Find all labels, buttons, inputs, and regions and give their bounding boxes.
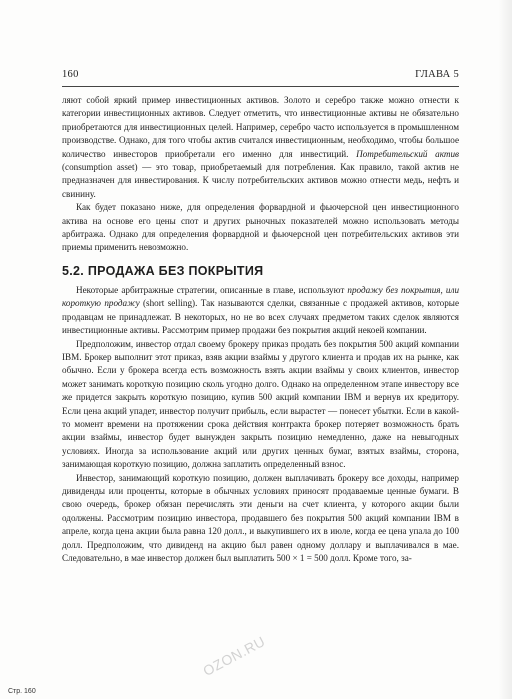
- header-rule: [62, 86, 459, 87]
- page-number: 160: [62, 69, 79, 80]
- page-edge-shadow: [498, 0, 512, 699]
- paragraph-4: Предположим, инвестор отдал своему брокеру приказ продать без покрытия 500 акций компании IBM. Брокер выполнит этот приказ, взяв акции взаймы у другого клиента и продав их на рынке, как обычно. Если у брокера всегда есть возможность взять акции взаймы у своих клиентов, инвестор может занимать короткую позицию сколь угодно долго. Однако на определенном этапе инвестору все же придется закрыть короткую позицию, купив 500 акций компании IBM и вернув их кредитору. Если цена акций упадет, инвестор получит прибыль, если вырастет — понесет убытки. Если в какой-то момент времени на протяжении срока действия контракта брокер потеряет возможность брать акции взаймы, инвестор будет вынужден закрыть позицию немедленно, даже на невыгодных условиях. Иногда за использование акций или других ценных бумаг, взятых взаймы, сторона, занимающая короткую позицию, должна заплатить определенный взнос.: [62, 338, 459, 470]
- watermark-logo: OZON.RU: [200, 632, 268, 680]
- chapter-label: ГЛАВА 5: [415, 69, 459, 80]
- section-heading: 5.2. ПРОДАЖА БЕЗ ПОКРЫТИЯ: [62, 263, 264, 278]
- footer-page-label: Стр. 160: [8, 688, 36, 695]
- paragraph-2: Как будет показано ниже, для определения форвардной и фьючерсной цен инвестиционного актива на основе его цены спот и других рыночных показателей можно использовать методы арбитража. Однако для определения форвардной и фьючерсной цен потребительских активов эти приемы применить невозможно.: [62, 202, 459, 253]
- term-short-selling: продажу без покрытия, или короткую продажу: [62, 284, 460, 309]
- running-head: [62, 69, 459, 80]
- paragraph-5: Инвестор, занимающий короткую позицию, должен выплачивать брокеру все доходы, например дивиденды или проценты, которые в обычных условиях приносят продаваемые ценные бумаги. В свою очередь, брокер обязан перечислять эти деньги на счет клиента, у которого акции были одолжены. Рассмотрим позицию инвестора, продавшего без покрытия 500 акций компании IBM в апреле, когда цена акции была равна 120 долл., и выкупившего их в июле, когда ее цена упала до 100 долл. Предположим, что дивиденд на акцию был равен одному доллару и выплачивался в мае. Следовательно, в мае инвестор должен был выплатить 500 × 1 = 500 долл. Кроме того, за-: [62, 472, 459, 563]
- paragraph-1: ляют собой яркий пример инвестиционных активов. Золото и серебро также можно отнести к категории инвестиционных активов. Следует отметить, что инвестиционные активы не обязательно приобретаются для инвестиционных целей. Например, серебро часто используется в промышленном производстве. Однако, для того чтобы актив считался инвестиционным, необходимо, чтобы большое количество инвесторов приобретали его именно для инвестиций. Потребительский актив (consumption asset) — это товар, приобретаемый для потребления. Как правило, такой актив не предназначен для инвестирования. К числу потребительских активов можно отнести медь, нефть и свинину.: [62, 95, 459, 199]
- page-body: [62, 94, 459, 565]
- term-consumption-asset: Потребительский актив: [356, 148, 459, 159]
- paragraph-3: Некоторые арбитражные стратегии, описанные в главе, используют продажу без покрытия, или короткую продажу (short selling). Так называются сделки, связанные с продажей активов, которые продавцам не принадлежат. В некоторых, но не во всех случаях предметом таких сделок являются инвестиционные активы. Рассмотрим пример продажи без покрытия акций некоей компании.: [62, 284, 460, 336]
